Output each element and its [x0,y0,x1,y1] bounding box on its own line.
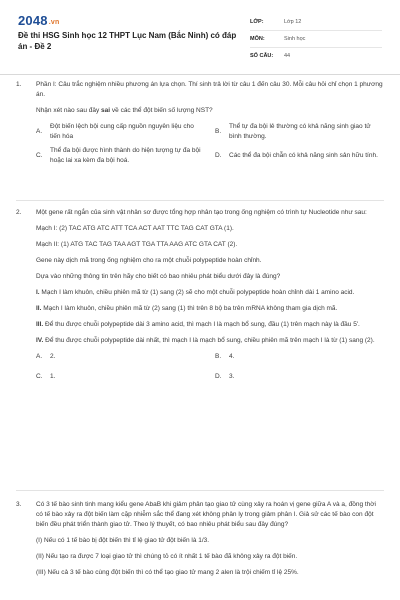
option-text: 3. [229,373,235,381]
question-stem [36,106,384,116]
question-2 [16,208,384,382]
option-letter: B. [215,127,222,135]
option-letter: A. [36,127,43,135]
stem-emphasis: sai [101,107,111,114]
statement-label: IV. [36,337,44,344]
option-text: 1. [50,373,56,381]
statement-1 [36,288,384,298]
option-b[interactable] [215,122,384,141]
question-divider [16,200,384,201]
statement-3: (III) Nếu cả 3 tế bào cùng đột biến thì có thể tạo giao tử mang 2 alen là trội chiếm tỉ lệ 25%. [36,569,299,576]
statement-label: III. [36,321,44,328]
site-logo[interactable] [18,13,59,28]
meta-row-subject [250,31,382,48]
question-divider [16,490,384,491]
statement-1: (I) Nếu có 1 tế bào bị đột biến thì tỉ lệ giao tử đột biến là 1/3. [36,537,210,544]
statement-4 [36,336,384,346]
option-c[interactable] [36,146,205,165]
statement-text: Để thu được chuỗi polypeptide dài nhất, thì mạch I là mạch bổ sung, chiều phiên mã trên mạch I là từ (1) sang (2). [43,337,375,344]
stem-text: Nhận xét nào sau đây [36,107,102,114]
question-number: 3. [16,501,22,508]
option-d[interactable] [215,146,384,165]
statement-label: II. [36,305,42,312]
info-text: Gene này dịch mã trong ống nghiệm cho ra một chuỗi polypeptide hoàn chỉnh. [36,257,262,264]
ask-text: Dựa vào những thông tin trên hãy cho biết có bao nhiêu phát biểu dưới đây là đúng? [36,273,281,280]
meta-label: LỚP: [250,19,264,25]
answer-options [36,122,384,165]
meta-label: MÔN: [250,36,265,42]
meta-value: Sinh học [284,36,306,42]
option-letter: A. [36,353,43,360]
meta-row-count [250,48,382,64]
logo-text: 2048 [18,13,48,28]
section-intro: Phần I: Câu trắc nghiệm nhiều phương án lựa chọn. Thí sinh trả lời từ câu 1 đến câu 30. Mỗi câu hỏi chỉ chọn 1 phương án. [36,81,383,98]
option-c[interactable] [36,372,205,382]
strand-2: Mạch II: (1) ATG TAC TAG TAA AGT TGA TTA AAG ATC GTA CAT (2). [36,241,238,248]
page-header [0,0,400,75]
meta-value: 44 [284,53,291,59]
option-d[interactable] [215,372,384,382]
answer-options [36,352,384,382]
question-3 [16,500,384,584]
question-stem: Một gene rất ngắn của sinh vật nhân sơ được tổng hợp nhân tạo trong ống nghiệm có trình tự Nucleotide như sau: [36,209,367,216]
option-text: Đột biến lệch bội cung cấp nguồn nguyên liệu cho tiến hóa [50,123,194,140]
option-text: 2. [50,353,56,361]
option-letter: D. [215,373,222,380]
meta-table [250,14,382,64]
option-text: Thể tự đa bội lẻ thường có khả năng sinh giao tử bình thường. [229,123,371,140]
meta-row-grade [250,14,382,31]
statement-text: Để thu được chuỗi polypeptide dài 3 amino acid, thì mạch I là mạch bổ sung, đầu (1) trên mạch này là đầu 5'. [43,321,360,328]
meta-value: Lớp 12 [284,19,302,25]
meta-label: SỐ CÂU: [250,53,274,59]
statement-2 [36,304,384,314]
strand-1: Mạch I: (2) TAC ATG ATC ATT TCA ACT AAT TTC TAG CAT GTA (1). [36,225,234,232]
statement-label: I. [36,289,40,296]
question-body [36,500,384,578]
option-a[interactable] [36,122,205,141]
doc-title: Đề thi HSG Sinh học 12 THPT Lục Nam (Bắc Ninh) có đáp án - Đề 2 [18,31,237,51]
question-body [36,80,384,165]
statement-text: Mạch I làm khuôn, chiều phiên mã từ (1) sang (2) sẽ cho một chuỗi polypeptide hoàn chỉnh dài 1 amino acid. [39,289,355,296]
option-a[interactable] [36,352,205,362]
statement-2: (II) Nếu tạo ra được 7 loại giao tử thì chúng tỏ có ít nhất 1 tế bào đã không xảy ra đột biến. [36,553,298,560]
question-number: 1. [16,81,22,88]
question-stem: Có 3 tế bào sinh tinh mang kiểu gene AbaB khi giảm phân tạo giao tử cùng xảy ra hoán vị gene giữa A và a, đồng thời có tế bào xảy ra đột biến làm cặp nhiễm sắc thể đang xét không phân ly trong giảm phân I. Giả sử các tế bào con đột biến đều phát triển thành giao tử. Theo lý thuyết, có bao nhiêu phát biểu sau đây đúng? [36,501,376,528]
question-1 [16,80,384,165]
option-b[interactable] [215,352,384,362]
option-letter: C. [36,373,43,380]
stem-text: về các thể đột biến số lượng NST? [110,107,213,114]
option-letter: C. [36,151,43,159]
statement-text: Mạch I làm khuôn, chiều phiên mã từ (2) sang (1) thì trên 8 bộ ba trên mRNA không tham gia dịch mã. [41,305,338,312]
option-letter: D. [215,151,222,159]
option-text: 4. [229,353,235,361]
option-text: Các thể đa bội chẵn có khả năng sinh sản hữu tính. [229,151,378,159]
statement-3 [36,320,384,330]
option-letter: B. [215,353,222,360]
question-body [36,208,384,382]
logo-tld: .vn [48,19,60,26]
question-number: 2. [16,209,22,216]
option-text: Thể đa bội được hình thành do hiện tượng tự đa bội hoặc lai xa kèm đa bội hoá. [50,147,201,164]
